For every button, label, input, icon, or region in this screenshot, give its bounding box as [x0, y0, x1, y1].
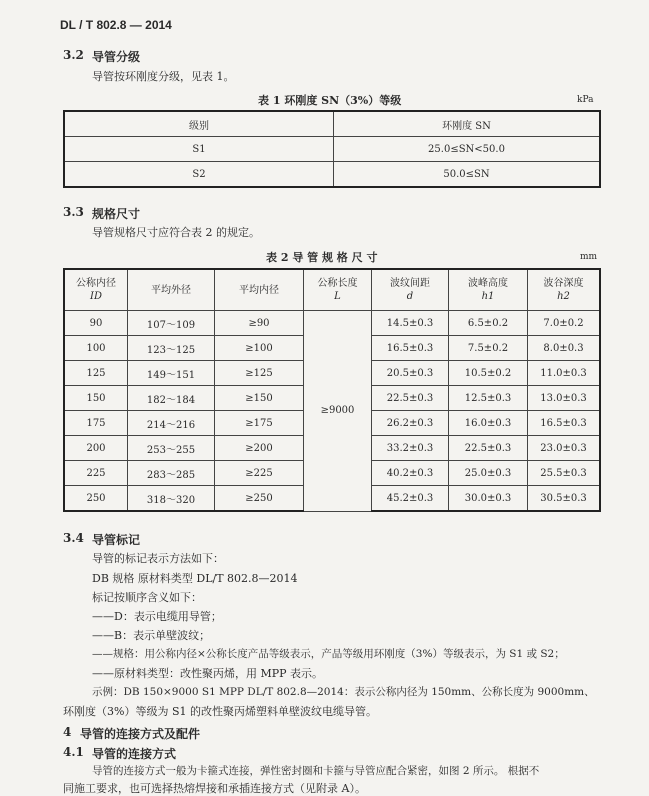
marking-example-line1: 示例：DB 150×9000 S1 MPP DL/T 802.8—2014：表示公称内径为 150mm、公称长度为 9000mm、 — [92, 686, 595, 698]
table-cell: ≥175 — [215, 411, 304, 436]
table-header-cell: 波纹间距 d — [372, 269, 449, 311]
table-cell: 22.5±0.3 — [372, 386, 449, 411]
table-cell: 16.5±0.3 — [372, 336, 449, 361]
table1-caption: 表 1 环刚度 SN（3%）等级 — [258, 94, 402, 107]
table-cell: 45.2±0.3 — [372, 486, 449, 512]
table-cell: 200 — [64, 436, 128, 461]
table-cell: 16.5±0.3 — [528, 411, 601, 436]
table-cell: 13.0±0.3 — [528, 386, 601, 411]
section-3-3-number: 3.3 — [63, 205, 84, 219]
table-cell: 107～109 — [128, 311, 215, 336]
table-row — [64, 311, 600, 336]
table1 — [63, 110, 601, 188]
table2 — [63, 268, 601, 512]
table-cell: 26.2±0.3 — [372, 411, 449, 436]
table2-caption: 表 2 导 管 规 格 尺 寸 — [266, 251, 378, 264]
table-cell: ≥150 — [215, 386, 304, 411]
table-header-cell: 波峰高度 h1 — [449, 269, 528, 311]
table-row — [64, 162, 600, 188]
table-cell: 123～125 — [128, 336, 215, 361]
table-cell: S1 — [64, 137, 334, 162]
section-4-number: 4 — [63, 725, 72, 739]
marking-example-line2: 环刚度（3%）等级为 S1 的改性聚丙烯塑料单壁波纹电缆导管。 — [63, 705, 377, 718]
table-cell: 23.0±0.3 — [528, 436, 601, 461]
section-3-4-title: 导管标记 — [92, 533, 141, 547]
table-cell: 149～151 — [128, 361, 215, 386]
section-3-3-text: 导管规格尺寸应符合表 2 的规定。 — [92, 226, 260, 239]
table-cell: 283～285 — [128, 461, 215, 486]
connection-text-line2: 同施工要求，也可选择热熔焊接和承插连接方式（见附录 A）。 — [63, 782, 366, 795]
table-cell: 214～216 — [128, 411, 215, 436]
table-header-cell: 平均内径 — [215, 269, 304, 311]
table-cell: 7.5±0.2 — [449, 336, 528, 361]
table-cell: 125 — [64, 361, 128, 386]
table-cell: 12.5±0.3 — [449, 386, 528, 411]
table-row — [64, 137, 600, 162]
table-cell: 253～255 — [128, 436, 215, 461]
table-cell: 40.2±0.3 — [372, 461, 449, 486]
section-4-1-number: 4.1 — [63, 745, 84, 759]
table-header-cell: 公称内径 ID — [64, 269, 128, 311]
table-cell: ≥100 — [215, 336, 304, 361]
marking-format: DB 规格 原材料类型 DL/T 802.8—2014 — [92, 572, 298, 585]
table-cell: ≥125 — [215, 361, 304, 386]
section-4-title: 导管的连接方式及配件 — [80, 727, 201, 741]
table-cell: 16.0±0.3 — [449, 411, 528, 436]
marking-item-spec: ——规格：用公称内径×公称长度产品等级表示，产品等级用环刚度（3%）等级表示，为 S1 或 S2； — [92, 648, 565, 660]
section-3-2-number: 3.2 — [63, 48, 84, 62]
section-3-2-text: 导管按环刚度分级，见表 1。 — [92, 70, 235, 83]
section-3-4-number: 3.4 — [63, 531, 84, 545]
table-header-row — [64, 269, 600, 311]
table-cell: 8.0±0.3 — [528, 336, 601, 361]
section-3-3-title: 规格尺寸 — [92, 207, 141, 221]
table-cell: 25.0±0.3 — [449, 461, 528, 486]
table2-unit: mm — [580, 252, 598, 262]
table-cell: 50.0≤SN — [334, 162, 601, 188]
marking-order: 标记按顺序含义如下： — [92, 591, 202, 604]
table-cell: 25.0≤SN<50.0 — [334, 137, 601, 162]
section-3-2-title: 导管分级 — [92, 50, 141, 64]
table-cell: 225 — [64, 461, 128, 486]
table-header-cell: 环刚度 SN — [334, 111, 601, 137]
table-cell-merged-length: ≥9000 — [304, 311, 372, 512]
table-cell: 22.5±0.3 — [449, 436, 528, 461]
table-cell: 318～320 — [128, 486, 215, 512]
marking-item-material: ——原材料类型：改性聚丙烯，用 MPP 表示。 — [92, 667, 324, 680]
table-cell: ≥200 — [215, 436, 304, 461]
table-header-cell: 级别 — [64, 111, 334, 137]
table-cell: 6.5±0.2 — [449, 311, 528, 336]
table-cell: 90 — [64, 311, 128, 336]
table-cell: S2 — [64, 162, 334, 188]
page-header: DL / T 802.8 — 2014 — [60, 18, 172, 32]
table-header-cell: 平均外径 — [128, 269, 215, 311]
table-cell: 25.5±0.3 — [528, 461, 601, 486]
table-cell: 250 — [64, 486, 128, 512]
section-4-1-title: 导管的连接方式 — [92, 747, 177, 761]
connection-text-line1: 导管的连接方式一般为卡箍式连接，弹性密封圈和卡箍与导管应配合紧密，如图 2 所示。 根据不 — [92, 765, 540, 777]
table-cell: 20.5±0.3 — [372, 361, 449, 386]
marking-intro: 导管的标记表示方法如下： — [92, 552, 224, 565]
marking-item-b: ——B：表示单壁波纹； — [92, 629, 211, 642]
table-cell: ≥250 — [215, 486, 304, 512]
table-cell: 150 — [64, 386, 128, 411]
table-cell: 11.0±0.3 — [528, 361, 601, 386]
table-cell: ≥225 — [215, 461, 304, 486]
table1-unit: kPa — [577, 95, 594, 105]
table-cell: ≥90 — [215, 311, 304, 336]
table-cell: 10.5±0.2 — [449, 361, 528, 386]
table-header-cell: 波谷深度 h2 — [528, 269, 601, 311]
table-cell: 175 — [64, 411, 128, 436]
table-header-cell: 公称长度 L — [304, 269, 372, 311]
table-cell: 14.5±0.3 — [372, 311, 449, 336]
table-cell: 30.5±0.3 — [528, 486, 601, 512]
marking-item-d: ——D：表示电缆用导管； — [92, 610, 222, 623]
table-cell: 7.0±0.2 — [528, 311, 601, 336]
table-header-row — [64, 111, 600, 137]
table-cell: 182～184 — [128, 386, 215, 411]
table-cell: 30.0±0.3 — [449, 486, 528, 512]
table-cell: 100 — [64, 336, 128, 361]
table-cell: 33.2±0.3 — [372, 436, 449, 461]
